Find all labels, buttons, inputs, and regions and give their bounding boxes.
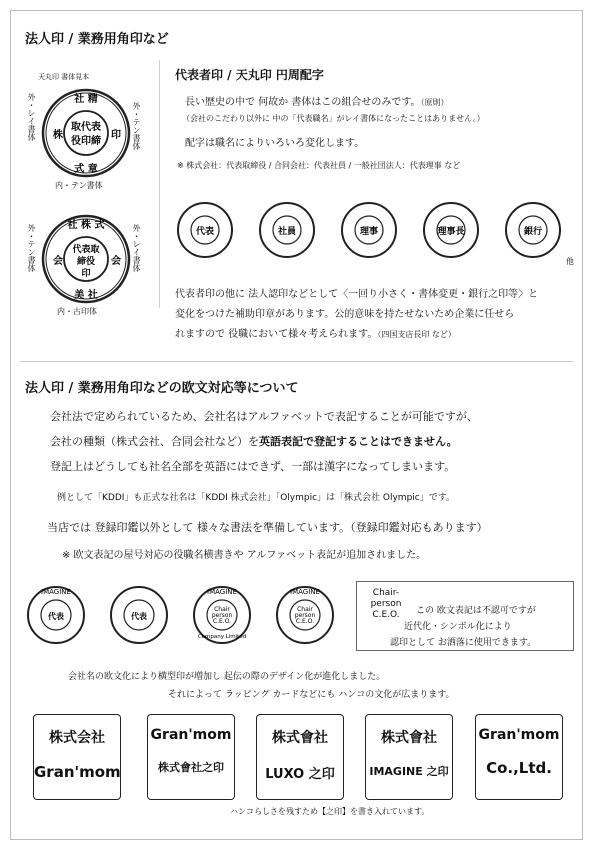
svg-text:社員: 社員: [277, 227, 297, 237]
svg-text:会: 会: [53, 256, 63, 267]
section2-p1: 会社法で定められているため、会社名はアルファベットで表記することが可能ですが、: [50, 410, 478, 423]
svg-text:理事長: 理事長: [437, 227, 465, 237]
section2-p7: 会社名の欧文化により横型印が増加し 起伝の際のデザイン化が進化しました。: [68, 672, 386, 682]
svg-text:理事: 理事: [359, 227, 379, 237]
svg-text:IMAGINE: IMAGINE: [290, 588, 320, 596]
section2-p4: 例として「KDDI」も正式な社名は「KDDI 株式会社」「Olympic」は「株式会社 Olympic」です。: [57, 493, 456, 503]
seal2-right-label: 外・レイ書体: [132, 224, 141, 272]
box-note3: 認印として お洒落に使用できます。: [390, 638, 537, 648]
svg-text:社 精: 社 精: [74, 94, 98, 105]
svg-text:代表: 代表: [131, 612, 147, 621]
section2-p5: 当店では 登録印鑑以外として 様々な書法を準備しています。（登録印鑑対応もあります）: [47, 521, 488, 534]
square-seal-1-top: 株式会社: [49, 730, 105, 746]
role-seal-5: [506, 203, 560, 257]
western-round-seals: [26, 585, 351, 645]
svg-text:会: 会: [111, 256, 121, 267]
svg-text:役印締: 役印締: [71, 136, 101, 147]
box-stamp-line1: Chair-: [372, 588, 400, 598]
box-note2: 近代化・シンボル化により: [404, 622, 512, 632]
square-seal-1: [33, 714, 121, 800]
svg-text:IMAGINE: IMAGINE: [41, 588, 71, 596]
section1-line2: （会社のこだわり以外に 中の「代表職名」がレイ書体になったことはありません。）: [182, 114, 485, 123]
svg-text:代表取: 代表取: [72, 245, 100, 255]
svg-text:IMAGINE: IMAGINE: [207, 588, 237, 596]
p2-emphasis: 英語表記で登記することはできません。: [259, 435, 458, 448]
section-divider: [20, 361, 573, 362]
section1-para2: 変化をつけた補助印章があります。公的意味を持たせないため企業に任せら: [175, 309, 515, 320]
seal1-round-seal: [41, 88, 131, 178]
square-seal-3: [256, 714, 344, 800]
box-stamp-line2: person: [370, 599, 402, 609]
svg-text:式 章: 式 章: [74, 164, 98, 175]
role-seal-1: [178, 203, 232, 257]
western-seal-1: [28, 587, 84, 643]
square-seal-2-top: Gran'mom: [150, 727, 232, 743]
svg-text:代表: 代表: [48, 612, 64, 621]
section2-p3: 登記上はどうしても社名全部を英語にはできず、一部は漢字になってしまいます。: [50, 460, 456, 473]
box-stamp: [364, 588, 408, 621]
role-seal-2: [260, 203, 314, 257]
section1-line3: 配字は職名によりいろいろ変化します。: [185, 138, 365, 149]
other-label: 他: [566, 257, 574, 266]
line1-text: 長い歴史の中で 何故か 書体はこの組合せのみです。: [185, 97, 421, 108]
western-seal-3: [194, 587, 250, 643]
para3-note: （四国支店長印 など）: [377, 330, 456, 339]
square-seal-5-bottom: Co.,Ltd.: [486, 759, 552, 777]
square-seal-3-bottom: LUXO 之印: [265, 767, 335, 782]
seal1-left-label: 外・レイ書体: [27, 93, 36, 141]
seal1-right-label: 外・テン書体: [132, 102, 141, 150]
square-seal-1-bottom: Gran'mom: [34, 763, 121, 781]
svg-text:Chair: Chair: [297, 606, 313, 613]
svg-text:代表: 代表: [195, 227, 215, 237]
svg-text:Chair: Chair: [214, 606, 230, 613]
section1-title: 法人印 / 業務用角印など: [25, 32, 169, 47]
square-seal-4-bottom: IMAGINE 之印: [369, 765, 449, 778]
line1-note: （原則）: [420, 98, 449, 107]
section1-line4: ※ 株式会社：代表取締役 / 合同会社：代表社員 / 一般社団法人：代表理事 など: [177, 161, 461, 170]
svg-text:株: 株: [53, 130, 63, 141]
western-seal-2: [111, 587, 167, 643]
role-seal-3: [342, 203, 396, 257]
section2-p8: それによって ラッピング カードなどにも ハンコの文化が広まります。: [168, 690, 455, 700]
square-seal-5: [475, 714, 563, 800]
svg-text:Company Limited: Company Limited: [197, 634, 247, 640]
seal2-left-label: 外・テン書体: [27, 224, 36, 272]
section2-title: 法人印 / 業務用角印などの欧文対応等について: [25, 381, 299, 396]
svg-text:美 社: 美 社: [74, 290, 98, 301]
svg-text:印: 印: [111, 130, 121, 141]
vertical-divider: [159, 60, 160, 308]
svg-text:person: person: [211, 612, 233, 619]
svg-text:印: 印: [81, 269, 91, 279]
section1-heading: 代表者印 / 天丸印 円周配字: [175, 68, 324, 82]
seal1-bottom-label: 内・テン書体: [55, 181, 103, 190]
box-note1: この 欧文表記は不認可ですが: [416, 606, 536, 616]
box-stamp-line3: C.E.O.: [372, 610, 400, 620]
svg-text:締役: 締役: [76, 257, 96, 267]
section1-para1: 代表者印の他に 法人認印などとして〈一回り小さく・書体変更・銀行之印等〉と: [175, 289, 539, 300]
svg-text:person: person: [294, 612, 316, 619]
square-seal-2-bottom: 株式會社之印: [158, 761, 224, 774]
square-seal-4: [365, 714, 453, 800]
square-seal-4-top: 株式會社: [381, 730, 437, 746]
para3-text: れますので 役職において様々考えられます。: [175, 329, 378, 340]
square-seal-caption: ハンコらしさを残すため【之印】を書き入れています。: [230, 807, 430, 816]
svg-text:社 株 式: 社 株 式: [67, 220, 105, 231]
square-seal-5-top: Gran'mom: [478, 727, 560, 743]
svg-text:C.E.O.: C.E.O.: [212, 618, 232, 625]
svg-text:銀行: 銀行: [523, 227, 543, 237]
section2-p6: ※ 欧文表記の屋号対応の役職名横書きや アルファベット表記が追加されました。: [62, 550, 427, 561]
western-seal-4: [277, 587, 333, 643]
svg-text:取代表: 取代表: [71, 122, 101, 133]
seal2-round-seal: [41, 214, 131, 304]
section2-p2: [50, 433, 458, 449]
section1-line1: [185, 93, 449, 108]
p2-text: 会社の種類（株式会社、合同会社など）を: [50, 435, 259, 448]
role-seal-4: [424, 203, 478, 257]
sample-caption: 天丸印 書体見本: [38, 73, 90, 81]
role-seal-row: [175, 200, 575, 260]
square-seal-3-top: 株式會社: [272, 730, 328, 746]
square-seal-2: [147, 714, 235, 800]
svg-text:C.E.O.: C.E.O.: [295, 618, 315, 625]
seal2-bottom-label: 内・古印体: [57, 307, 97, 316]
section1-para3: [175, 325, 456, 340]
